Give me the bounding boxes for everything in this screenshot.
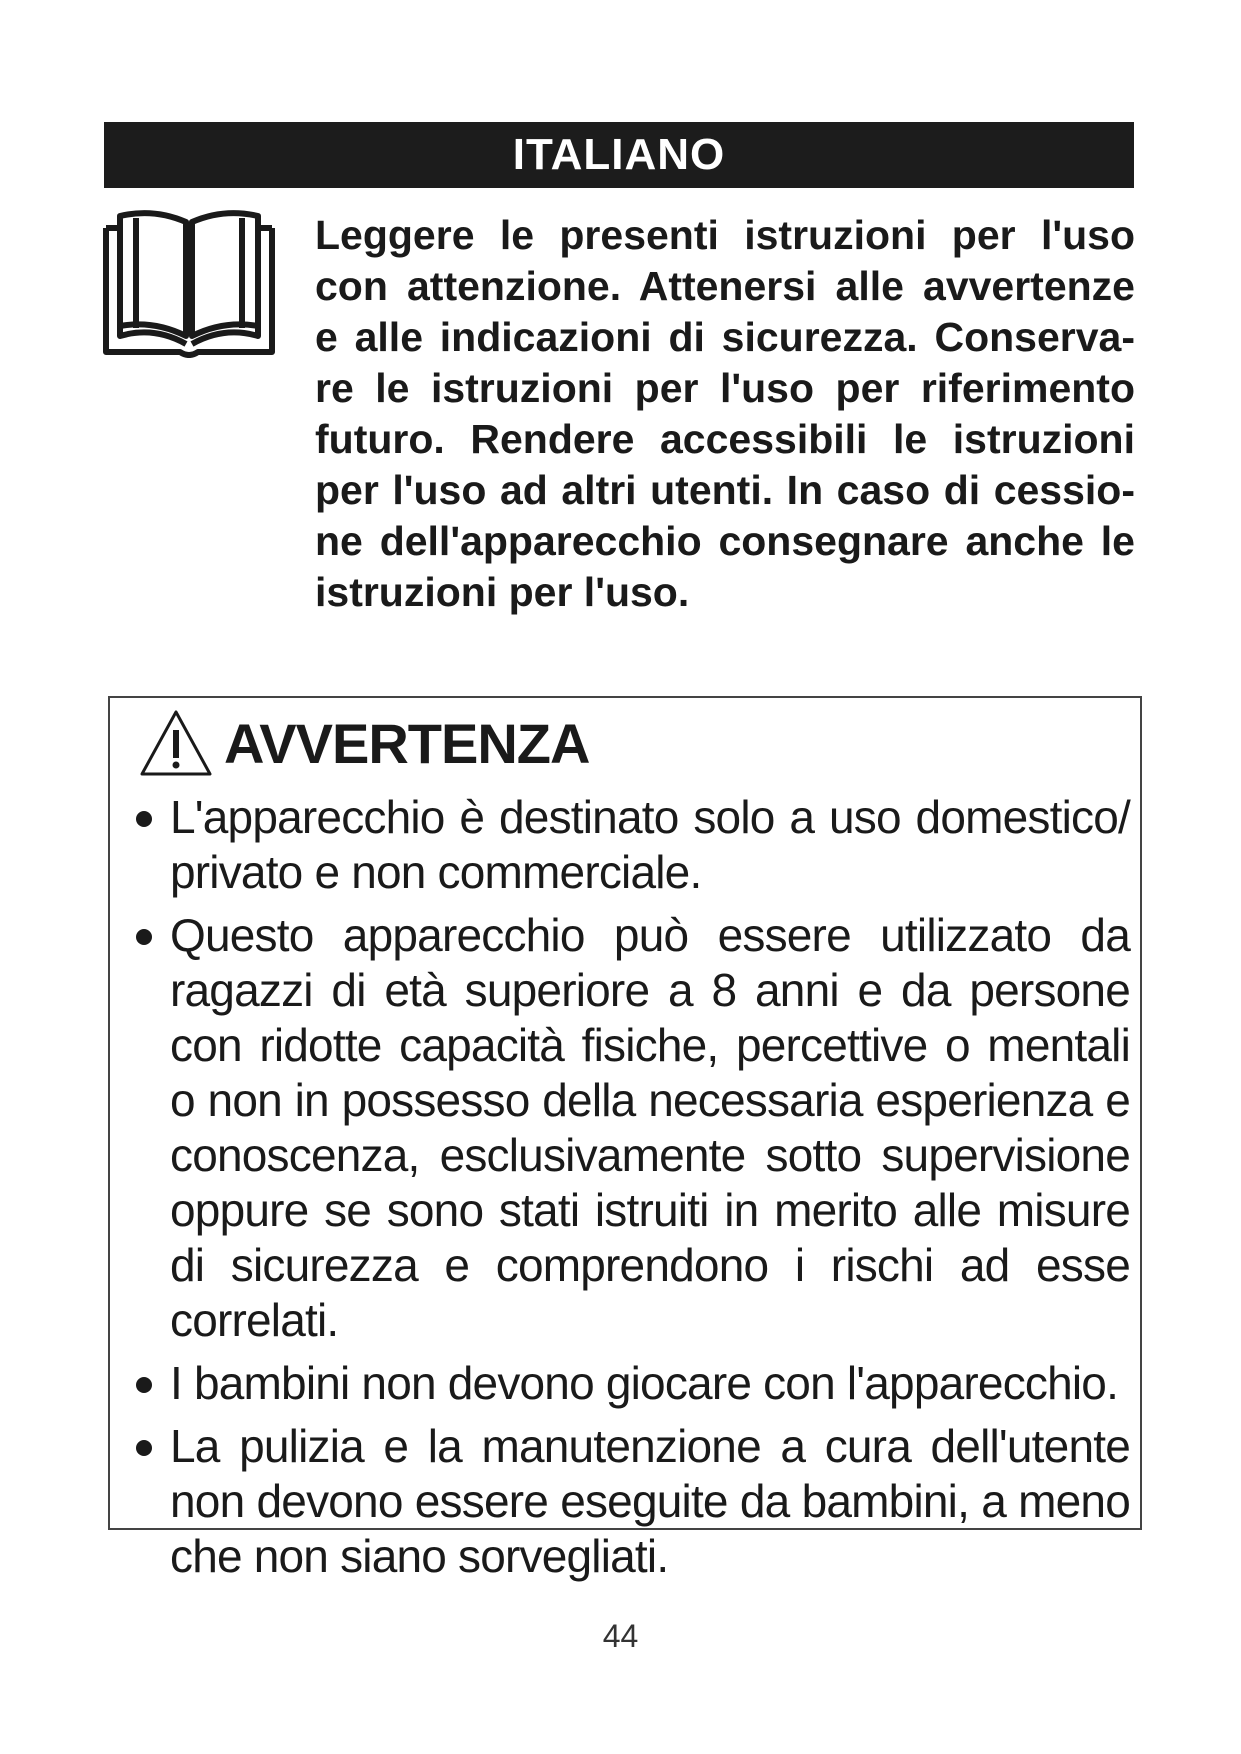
bullet-icon xyxy=(136,1440,152,1456)
warning-header xyxy=(138,708,589,778)
warning-title: AVVERTENZA xyxy=(224,711,590,775)
intro-text: Leggere le presenti istruzioni per l'uso con attenzione. Attenersi alle avvertenze e alle indicazioni di sicurezza. Conserva-re le istruzioni per l'uso per riferimento futuro. Rendere accessibili le istruzioni per l'uso ad altri utenti. In caso di cessio-ne dell'apparecchio consegnare anche le istruzioni per l'uso. xyxy=(315,212,1135,615)
language-header xyxy=(104,122,1134,188)
warning-item xyxy=(130,790,1130,900)
bullet-icon xyxy=(136,811,152,827)
warning-item xyxy=(130,1356,1130,1411)
bullet-icon xyxy=(136,929,152,945)
bullet-icon xyxy=(136,1377,152,1393)
warning-list xyxy=(130,790,1130,1592)
open-book-icon xyxy=(100,208,278,358)
warning-item-text: I bambini non devono giocare con l'apparecchio. xyxy=(170,1357,1119,1409)
warning-box xyxy=(108,696,1142,1582)
warning-triangle-icon xyxy=(138,708,214,778)
warning-item-text: Questo apparecchio può essere utilizzato da ragazzi di età superiore a 8 anni e da persone con ridotte capacità fisiche, percettive o mentali o non in possesso della necessaria esperienza e conoscenza, esclusivamente sotto supervisione oppure se sono stati istruiti in merito alle misure di sicurezza e comprendono i rischi ad esse correlati. xyxy=(170,909,1130,1346)
warning-item xyxy=(130,908,1130,1348)
page-number: 44 xyxy=(602,1618,639,1654)
warning-item-text: La pulizia e la manutenzione a cura dell'utente non devono essere eseguite da bambini, a meno che non siano sorvegliati. xyxy=(170,1420,1130,1582)
warning-item xyxy=(130,1419,1130,1584)
language-label: ITALIANO xyxy=(512,130,726,179)
warning-item-text: L'apparecchio è destinato solo a uso domestico/ privato e non commerciale. xyxy=(170,791,1130,898)
